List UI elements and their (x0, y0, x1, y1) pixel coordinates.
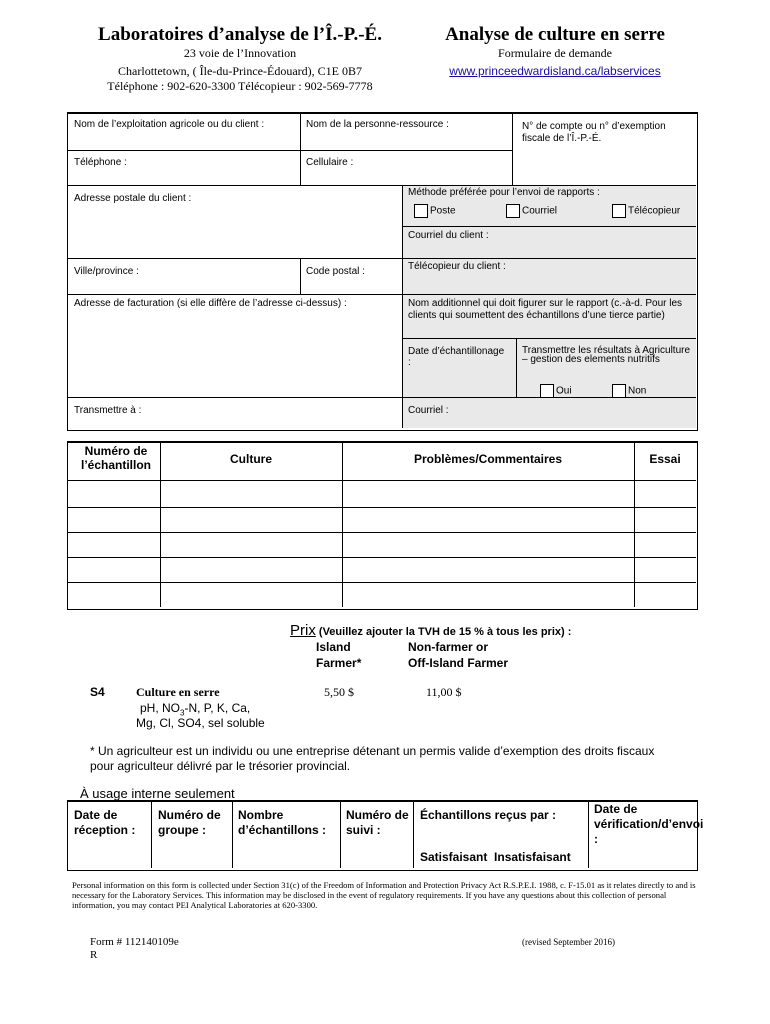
price-other: 11,00 $ (426, 685, 462, 699)
additional-name-label: Nom additionnel qui doit figurer sur le rapport (c.-à-d. Pour les clients qui soumettent des échantillons d’une tierce partie) (408, 298, 683, 321)
price-heading (290, 622, 571, 639)
no-checkbox[interactable] (612, 384, 626, 398)
tracking-number-label: Numéro de suivi : (346, 808, 409, 837)
culture-header: Culture (230, 452, 272, 466)
report-method-label: Méthode préférée pour l’envoi de rapports : (408, 187, 600, 198)
yes-label: Oui (556, 385, 572, 397)
internal-use-title: À usage interne seulement (80, 786, 235, 801)
post-label: Poste (430, 205, 456, 217)
form-revision-letter: R (90, 949, 98, 961)
form-number: Form # 112140109e (90, 936, 179, 948)
form-subtitle: Formulaire de demande (498, 46, 612, 60)
email-label: Courriel : (408, 405, 449, 416)
option-no[interactable] (612, 384, 646, 398)
detail1-text: pH, NO (140, 701, 181, 715)
privacy-notice: Personal information on this form is collected under Section 31(c) of the Freedom of Information and Protection Privacy Act R.S.P.E.I. 1988, c. F-15.01 as it relates directly to and is necessary for the Laboratory Services. This information may be disclosed in the event of regulatory requirements. If you have any questions about this collection of personal information, you may contact PEI Analytical Laboratories at 620-3300. (72, 880, 696, 910)
analysis-detail-1 (140, 701, 250, 717)
sampling-date-label: Date d’échantillonage : (408, 346, 505, 368)
transmit-to-label: Transmettre à : (74, 405, 142, 416)
revised-date: (revised September 2016) (522, 937, 615, 947)
satisfaction-label: Satisfaisant Insatisfaisant (420, 850, 571, 864)
option-yes[interactable] (540, 384, 572, 398)
verification-date-label: Date de vérification/d’envoi : (594, 802, 704, 846)
client-info-box (67, 112, 698, 431)
post-checkbox[interactable] (414, 204, 428, 218)
test-header: Essai (649, 452, 681, 466)
price-col1-head-b: Farmer* (316, 656, 362, 670)
transmit-results-label: Transmettre les résultats à Agriculture – gestion des elements nutritifs (522, 345, 691, 365)
account-number-label: N° de compte ou n° d’exemption fiscale de l’Î.-P.-É. (522, 121, 666, 144)
lab-title: Laboratoires d’analyse de l’Î.-P.-É. (98, 24, 382, 45)
website-link[interactable]: www.princeedwardisland.ca/labservices (449, 64, 661, 78)
postal-code-label: Code postal : (306, 266, 365, 277)
price-farmer: 5,50 $ (324, 685, 354, 699)
price-title: Prix (290, 622, 316, 639)
email-option-label: Courriel (522, 205, 558, 217)
price-col2-head-b: Off-Island Farmer (408, 656, 509, 670)
client-fax-label: Télécopieur du client : (408, 261, 506, 272)
client-email-label: Courriel du client : (408, 230, 489, 241)
city-label: Ville/province : (74, 266, 139, 277)
analysis-detail-2: Mg, Cl, SO4, sel soluble (136, 716, 265, 730)
option-fax[interactable] (612, 204, 680, 218)
fax-option-label: Télécopieur (628, 205, 681, 217)
group-number-label: Numéro de groupe : (158, 808, 221, 837)
sample-number-header: Numéro de l’échantillon (80, 444, 151, 472)
sample-count-label: Nombre d’échantillons : (238, 808, 327, 837)
option-email[interactable] (506, 204, 557, 218)
reception-date-label: Date de réception : (74, 808, 136, 837)
analysis-name: Culture en serre (136, 685, 220, 699)
samples-table (67, 441, 698, 610)
price-note: (Veuillez ajouter la TVH de 15 % à tous les prix) : (318, 626, 572, 638)
telephone-label: Téléphone : (74, 157, 127, 168)
fax-checkbox[interactable] (612, 204, 626, 218)
cellular-label: Cellulaire : (306, 157, 354, 168)
lab-phones: Téléphone : 902-620-3300 Télécopieur : 902-569-7778 (107, 79, 373, 93)
lab-address-1: 23 voie de l’Innovation (183, 46, 297, 60)
lab-address-2: Charlottetown, ( Île-du-Prince-Édouard), C1E 0B7 (118, 64, 362, 78)
received-by-label: Échantillons reçus par : (420, 808, 557, 822)
no-label: Non (628, 385, 647, 397)
yes-checkbox[interactable] (540, 384, 554, 398)
postal-address-label: Adresse postale du client : (74, 193, 192, 204)
email-checkbox[interactable] (506, 204, 520, 218)
price-col1-head-a: Island (316, 640, 351, 654)
form-title: Analyse de culture en serre (445, 24, 665, 45)
billing-address-label: Adresse de facturation (si elle diffère de l’adresse ci-dessus) : (74, 298, 347, 309)
option-post[interactable] (414, 204, 456, 218)
detail1-rest: -N, P, K, Ca, (184, 701, 251, 715)
farm-name-label: Nom de l’exploitation agricole ou du client : (74, 119, 265, 130)
farmer-footnote: * Un agriculteur est un individu ou une entreprise détenant un permis valide d’exemption des droits fiscaux pour agriculteur délivré par le trésorier provincial. (90, 744, 655, 773)
price-col2-head-a: Non-farmer or (408, 640, 489, 654)
detail1-sub: 3 (180, 708, 185, 718)
problems-header: Problèmes/Commentaires (413, 452, 563, 466)
contact-name-label: Nom de la personne-ressource : (306, 119, 449, 130)
analysis-code: S4 (90, 685, 105, 699)
